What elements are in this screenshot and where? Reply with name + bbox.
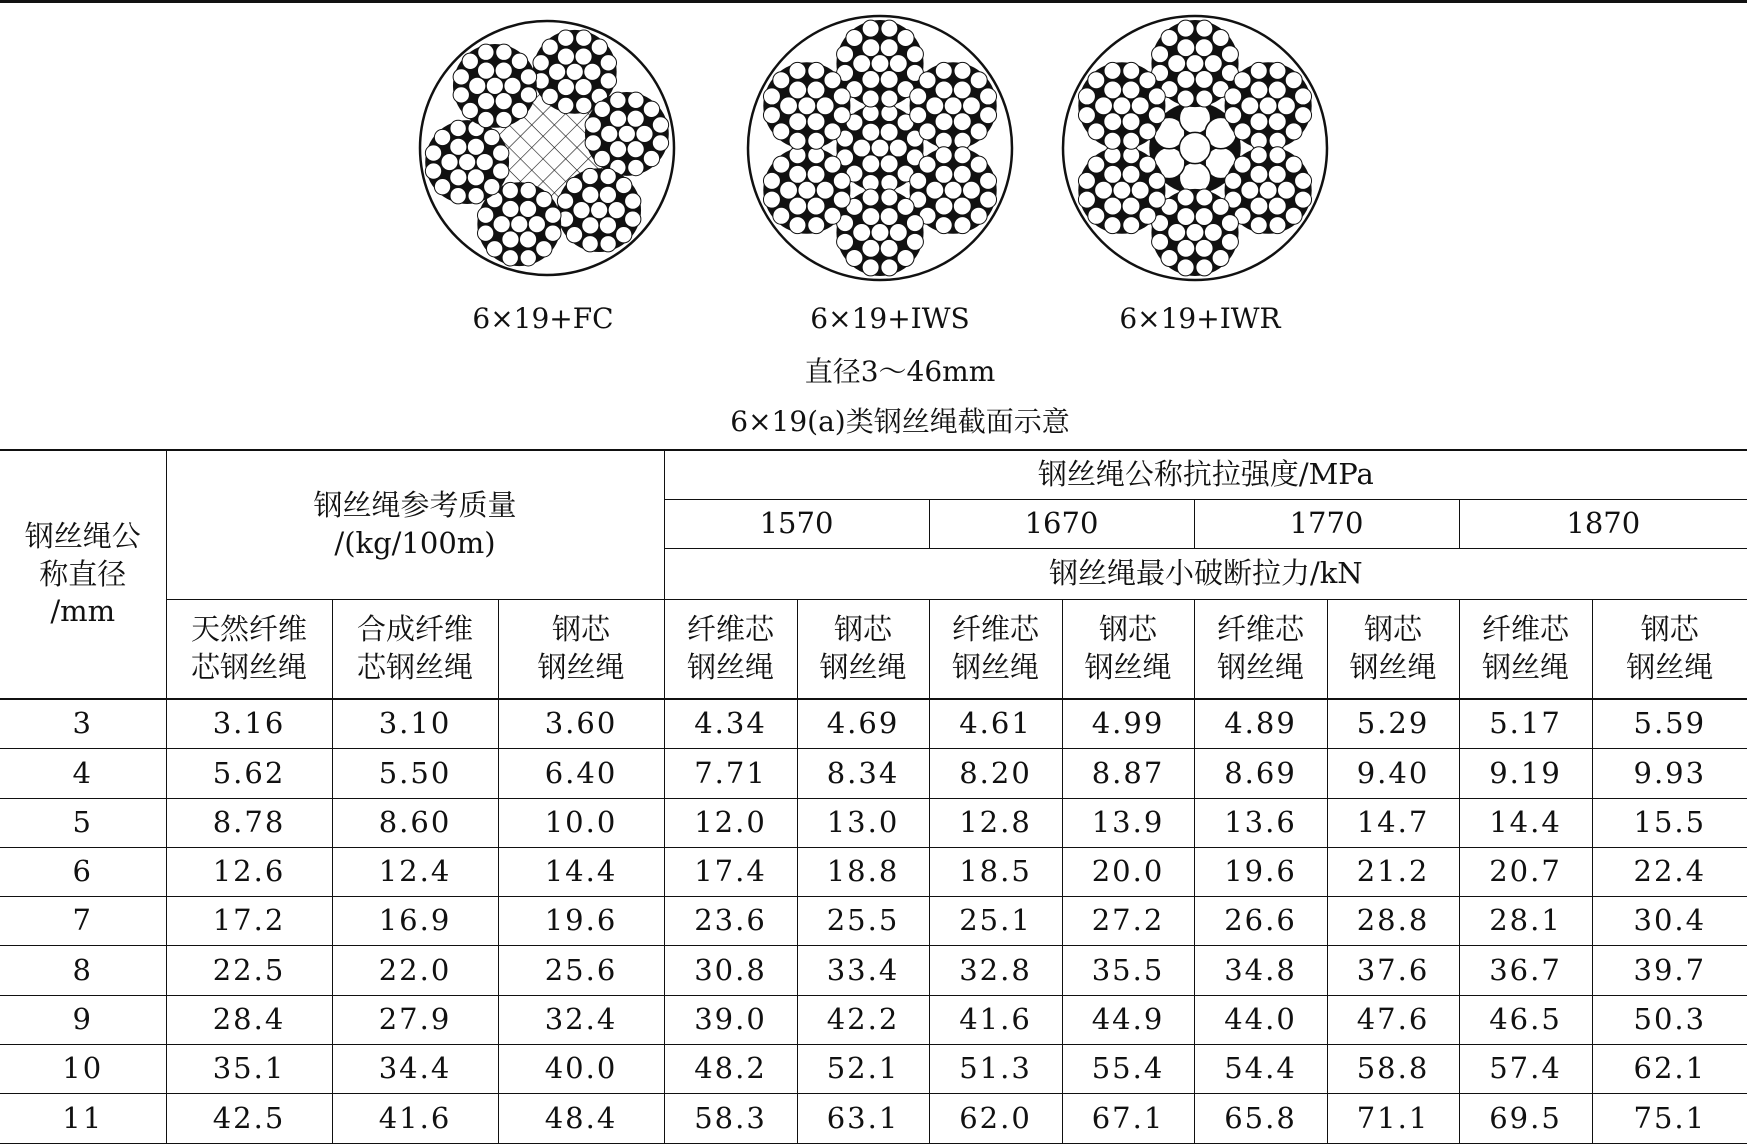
- mass-col-header: 合成纤维 芯钢丝绳: [332, 600, 498, 700]
- value-cell: 3.60: [498, 699, 664, 749]
- value-cell: 51.3: [929, 1045, 1062, 1094]
- value-cell: 5.17: [1459, 699, 1592, 749]
- value-cell: 28.8: [1327, 897, 1459, 946]
- value-cell: 12.8: [929, 798, 1062, 847]
- diameter-cell: 7: [0, 897, 166, 946]
- value-cell: 23.6: [664, 897, 797, 946]
- value-cell: 21.2: [1327, 847, 1459, 896]
- value-cell: 4.89: [1194, 699, 1327, 749]
- value-cell: 27.2: [1062, 897, 1194, 946]
- table-row: [0, 749, 1747, 798]
- label-6x19-iws: 6×19+IWS: [810, 302, 970, 335]
- value-cell: 67.1: [1062, 1094, 1194, 1143]
- value-cell: 25.6: [498, 946, 664, 995]
- outer-strand: [910, 62, 997, 149]
- value-cell: 55.4: [1062, 1045, 1194, 1094]
- outer-strand: [557, 168, 641, 252]
- value-cell: 35.1: [166, 1045, 332, 1094]
- strength-1870: 1870: [1459, 500, 1747, 549]
- value-cell: 5.50: [332, 749, 498, 798]
- rope-6x19-fc-diagram: [420, 21, 674, 275]
- force-col-header: 纤维芯 钢丝绳: [1459, 600, 1592, 700]
- value-cell: 3.10: [332, 699, 498, 749]
- rope-spec-table: [0, 449, 1747, 1144]
- value-cell: 20.0: [1062, 847, 1194, 896]
- value-cell: 12.6: [166, 847, 332, 896]
- value-cell: 33.4: [797, 946, 929, 995]
- diameter-cell: 11: [0, 1094, 166, 1143]
- value-cell: 37.6: [1327, 946, 1459, 995]
- value-cell: 12.0: [664, 798, 797, 847]
- value-cell: 19.6: [1194, 847, 1327, 896]
- diameter-header: 钢丝绳公 称直径 /mm: [0, 450, 166, 699]
- value-cell: 6.40: [498, 749, 664, 798]
- rope-6x19-iws-diagram: [748, 16, 1012, 280]
- value-cell: 10.0: [498, 798, 664, 847]
- value-cell: 42.2: [797, 995, 929, 1044]
- value-cell: 26.6: [1194, 897, 1327, 946]
- table-row: [0, 995, 1747, 1044]
- value-cell: 44.0: [1194, 995, 1327, 1044]
- value-cell: 8.34: [797, 749, 929, 798]
- outer-strand: [763, 62, 850, 149]
- value-cell: 69.5: [1459, 1094, 1592, 1143]
- value-cell: 9.93: [1592, 749, 1747, 798]
- value-cell: 50.3: [1592, 995, 1747, 1044]
- value-cell: 30.8: [664, 946, 797, 995]
- value-cell: 62.1: [1592, 1045, 1747, 1094]
- value-cell: 35.5: [1062, 946, 1194, 995]
- strength-1670: 1670: [929, 500, 1194, 549]
- value-cell: 58.8: [1327, 1045, 1459, 1094]
- outer-strand: [585, 92, 669, 176]
- force-col-header: 钢芯 钢丝绳: [797, 600, 929, 700]
- rope-spec-table-wrap: [0, 449, 1747, 1144]
- value-cell: 25.5: [797, 897, 929, 946]
- value-cell: 48.4: [498, 1094, 664, 1143]
- table-body: [0, 699, 1747, 1143]
- value-cell: 48.2: [664, 1045, 797, 1094]
- value-cell: 8.69: [1194, 749, 1327, 798]
- label-6x19-fc: 6×19+FC: [472, 302, 614, 335]
- diameter-cell: 9: [0, 995, 166, 1044]
- value-cell: 44.9: [1062, 995, 1194, 1044]
- value-cell: 32.8: [929, 946, 1062, 995]
- value-cell: 36.7: [1459, 946, 1592, 995]
- value-cell: 4.61: [929, 699, 1062, 749]
- value-cell: 8.20: [929, 749, 1062, 798]
- value-cell: 30.4: [1592, 897, 1747, 946]
- value-cell: 41.6: [332, 1094, 498, 1143]
- value-cell: 20.7: [1459, 847, 1592, 896]
- diameter-cell: 5: [0, 798, 166, 847]
- value-cell: 42.5: [166, 1094, 332, 1143]
- breaking-force-header: 钢丝绳最小破断拉力/kN: [664, 549, 1747, 600]
- value-cell: 4.34: [664, 699, 797, 749]
- value-cell: 41.6: [929, 995, 1062, 1044]
- value-cell: 14.4: [1459, 798, 1592, 847]
- value-cell: 3.16: [166, 699, 332, 749]
- value-cell: 39.0: [664, 995, 797, 1044]
- figure-caption: 6×19(a)类钢丝绳截面示意: [730, 405, 1070, 438]
- value-cell: 14.7: [1327, 798, 1459, 847]
- outer-strand: [1078, 62, 1165, 149]
- force-col-header: 钢芯 钢丝绳: [1592, 600, 1747, 700]
- value-cell: 17.4: [664, 847, 797, 896]
- mass-col-header: 天然纤维 芯钢丝绳: [166, 600, 332, 700]
- label-6x19-iwr: 6×19+IWR: [1119, 302, 1281, 335]
- value-cell: 27.9: [332, 995, 498, 1044]
- force-col-header: 钢芯 钢丝绳: [1062, 600, 1194, 700]
- cross-section-figure: [0, 0, 1747, 448]
- table-row: [0, 1094, 1747, 1143]
- outer-strand: [453, 44, 537, 128]
- diameter-cell: 3: [0, 699, 166, 749]
- value-cell: 18.5: [929, 847, 1062, 896]
- diameter-cell: 4: [0, 749, 166, 798]
- value-cell: 62.0: [929, 1094, 1062, 1143]
- table-row: [0, 798, 1747, 847]
- value-cell: 5.62: [166, 749, 332, 798]
- diameter-cell: 8: [0, 946, 166, 995]
- value-cell: 13.9: [1062, 798, 1194, 847]
- value-cell: 63.1: [797, 1094, 929, 1143]
- outer-strand: [1078, 147, 1165, 234]
- value-cell: 13.6: [1194, 798, 1327, 847]
- diameter-range: 直径3～46mm: [804, 355, 996, 388]
- value-cell: 32.4: [498, 995, 664, 1044]
- table-row: [0, 699, 1747, 749]
- value-cell: 34.4: [332, 1045, 498, 1094]
- force-col-header: 纤维芯 钢丝绳: [664, 600, 797, 700]
- value-cell: 18.8: [797, 847, 929, 896]
- value-cell: 28.1: [1459, 897, 1592, 946]
- table-row: [0, 897, 1747, 946]
- strength-1570: 1570: [664, 500, 929, 549]
- value-cell: 34.8: [1194, 946, 1327, 995]
- value-cell: 13.0: [797, 798, 929, 847]
- value-cell: 8.78: [166, 798, 332, 847]
- value-cell: 57.4: [1459, 1045, 1592, 1094]
- value-cell: 9.19: [1459, 749, 1592, 798]
- diameter-cell: 6: [0, 847, 166, 896]
- outer-strand: [763, 147, 850, 234]
- value-cell: 7.71: [664, 749, 797, 798]
- mass-col-header: 钢芯 钢丝绳: [498, 600, 664, 700]
- value-cell: 15.5: [1592, 798, 1747, 847]
- value-cell: 46.5: [1459, 995, 1592, 1044]
- value-cell: 16.9: [332, 897, 498, 946]
- value-cell: 4.99: [1062, 699, 1194, 749]
- rope-6x19-iwr-diagram: [1063, 16, 1327, 280]
- value-cell: 8.60: [332, 798, 498, 847]
- outer-strand: [1225, 62, 1312, 149]
- value-cell: 17.2: [166, 897, 332, 946]
- value-cell: 54.4: [1194, 1045, 1327, 1094]
- value-cell: 22.0: [332, 946, 498, 995]
- strength-header: 钢丝绳公称抗拉强度/MPa: [664, 450, 1747, 500]
- rope-cross-sections: [0, 0, 1747, 300]
- value-cell: 14.4: [498, 847, 664, 896]
- value-cell: 71.1: [1327, 1094, 1459, 1143]
- force-col-header: 纤维芯 钢丝绳: [1194, 600, 1327, 700]
- value-cell: 47.6: [1327, 995, 1459, 1044]
- value-cell: 5.29: [1327, 699, 1459, 749]
- value-cell: 4.69: [797, 699, 929, 749]
- value-cell: 9.40: [1327, 749, 1459, 798]
- table-row: [0, 1045, 1747, 1094]
- value-cell: 40.0: [498, 1045, 664, 1094]
- value-cell: 12.4: [332, 847, 498, 896]
- force-col-header: 钢芯 钢丝绳: [1327, 600, 1459, 700]
- outer-strand: [425, 120, 509, 204]
- value-cell: 19.6: [498, 897, 664, 946]
- value-cell: 39.7: [1592, 946, 1747, 995]
- value-cell: 22.5: [166, 946, 332, 995]
- value-cell: 5.59: [1592, 699, 1747, 749]
- value-cell: 8.87: [1062, 749, 1194, 798]
- value-cell: 52.1: [797, 1045, 929, 1094]
- column-header-row: [0, 600, 1747, 700]
- table-row: [0, 847, 1747, 896]
- value-cell: 58.3: [664, 1094, 797, 1143]
- force-col-header: 纤维芯 钢丝绳: [929, 600, 1062, 700]
- value-cell: 22.4: [1592, 847, 1747, 896]
- mass-header: 钢丝绳参考质量 /(kg/100m): [166, 450, 664, 600]
- table-row: [0, 946, 1747, 995]
- value-cell: 28.4: [166, 995, 332, 1044]
- value-cell: 75.1: [1592, 1094, 1747, 1143]
- diameter-cell: 10: [0, 1045, 166, 1094]
- value-cell: 65.8: [1194, 1094, 1327, 1143]
- strength-1770: 1770: [1194, 500, 1459, 549]
- value-cell: 25.1: [929, 897, 1062, 946]
